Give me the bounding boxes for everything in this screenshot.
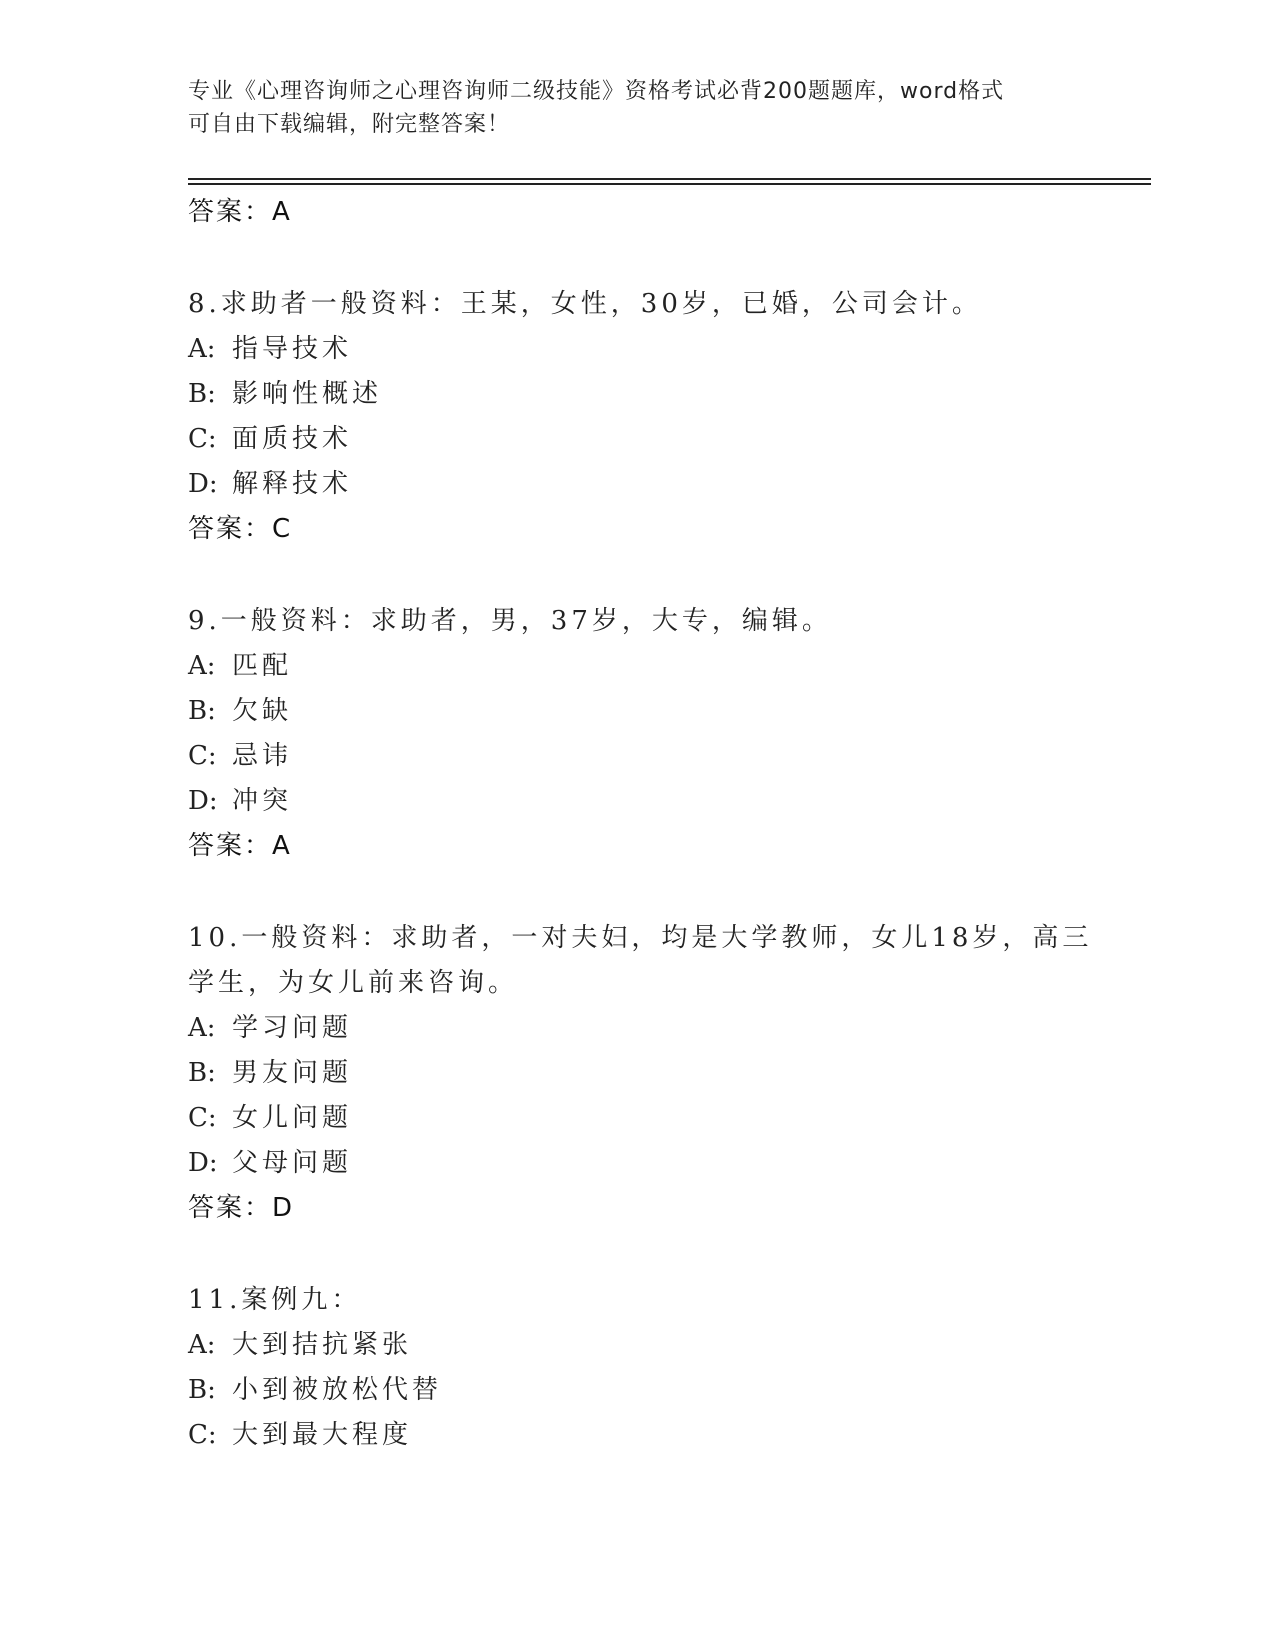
option-text: 解释技术 [232,469,353,499]
option-key: C: [188,1420,217,1450]
option-key: A: [188,651,216,681]
question-text: 9.一般资料：求助者，男，37岁，大专，编辑。 [188,606,832,636]
option-key: B: [188,1058,216,1088]
answer-value: A [272,197,291,227]
option-d [188,462,1108,507]
answer-value: A [272,831,291,861]
option-a [188,327,1108,372]
option-c [188,1413,1108,1458]
question-10 [188,916,1108,1230]
option-key: C: [188,741,217,771]
option-key: B: [188,696,216,726]
option-text: 面质技术 [232,424,353,454]
option-key: B: [188,1375,216,1405]
option-d [188,1141,1108,1186]
header-divider [188,178,1151,180]
option-key: B: [188,379,216,409]
option-text: 忌讳 [232,741,293,771]
answer-label: 答案： [188,514,273,544]
answer-label: 答案： [188,197,273,227]
option-key: A: [188,1013,216,1043]
header-line-2: 可自由下载编辑，附完整答案！ [188,112,511,137]
question-text: 8.求助者一般资料：王某，女性，30岁，已婚，公司会计。 [188,289,982,319]
option-key: D: [188,786,218,816]
question-list [188,190,1108,1458]
option-text: 父母问题 [232,1148,353,1178]
question-text: 10.一般资料：求助者，一对夫妇，均是大学教师，女儿18岁，高三学生，为女儿前来咨询。 [188,923,1093,998]
option-a [188,644,1108,689]
option-text: 大到最大程度 [232,1420,413,1450]
option-b [188,1368,1108,1413]
answer-line [188,190,1108,234]
answer-line [188,1186,1108,1230]
option-text: 影响性概述 [232,379,383,409]
document-header [188,75,1088,141]
question-8 [188,282,1108,551]
question-text: 11.案例九： [188,1285,362,1315]
option-a [188,1006,1108,1051]
option-key: D: [188,1148,218,1178]
option-a [188,1323,1108,1368]
answer-label: 答案： [188,1193,273,1223]
answer-label: 答案： [188,831,273,861]
option-text: 男友问题 [232,1058,353,1088]
option-key: A: [188,334,216,364]
option-text: 学习问题 [232,1013,353,1043]
option-text: 冲突 [232,786,293,816]
question-11 [188,1278,1108,1458]
option-d [188,779,1108,824]
option-c [188,734,1108,779]
option-key: C: [188,1103,217,1133]
option-text: 指导技术 [232,334,353,364]
option-text: 欠缺 [232,696,293,726]
option-c [188,417,1108,462]
option-text: 大到拮抗紧张 [232,1330,413,1360]
answer-value: D [272,1193,294,1223]
option-key: C: [188,424,217,454]
option-b [188,689,1108,734]
answer-value: C [272,514,292,544]
answer-line [188,507,1108,551]
option-key: D: [188,469,218,499]
option-b [188,1051,1108,1096]
option-text: 女儿问题 [232,1103,353,1133]
header-line-1: 专业《心理咨询师之心理咨询师二级技能》资格考试必背200题题库，word格式 [188,79,1005,104]
option-c [188,1096,1108,1141]
question-9 [188,599,1108,868]
answer-line [188,824,1108,868]
option-key: A: [188,1330,216,1360]
option-text: 小到被放松代替 [232,1375,443,1405]
header-divider-second [188,183,1151,185]
option-b [188,372,1108,417]
option-text: 匹配 [232,651,293,681]
